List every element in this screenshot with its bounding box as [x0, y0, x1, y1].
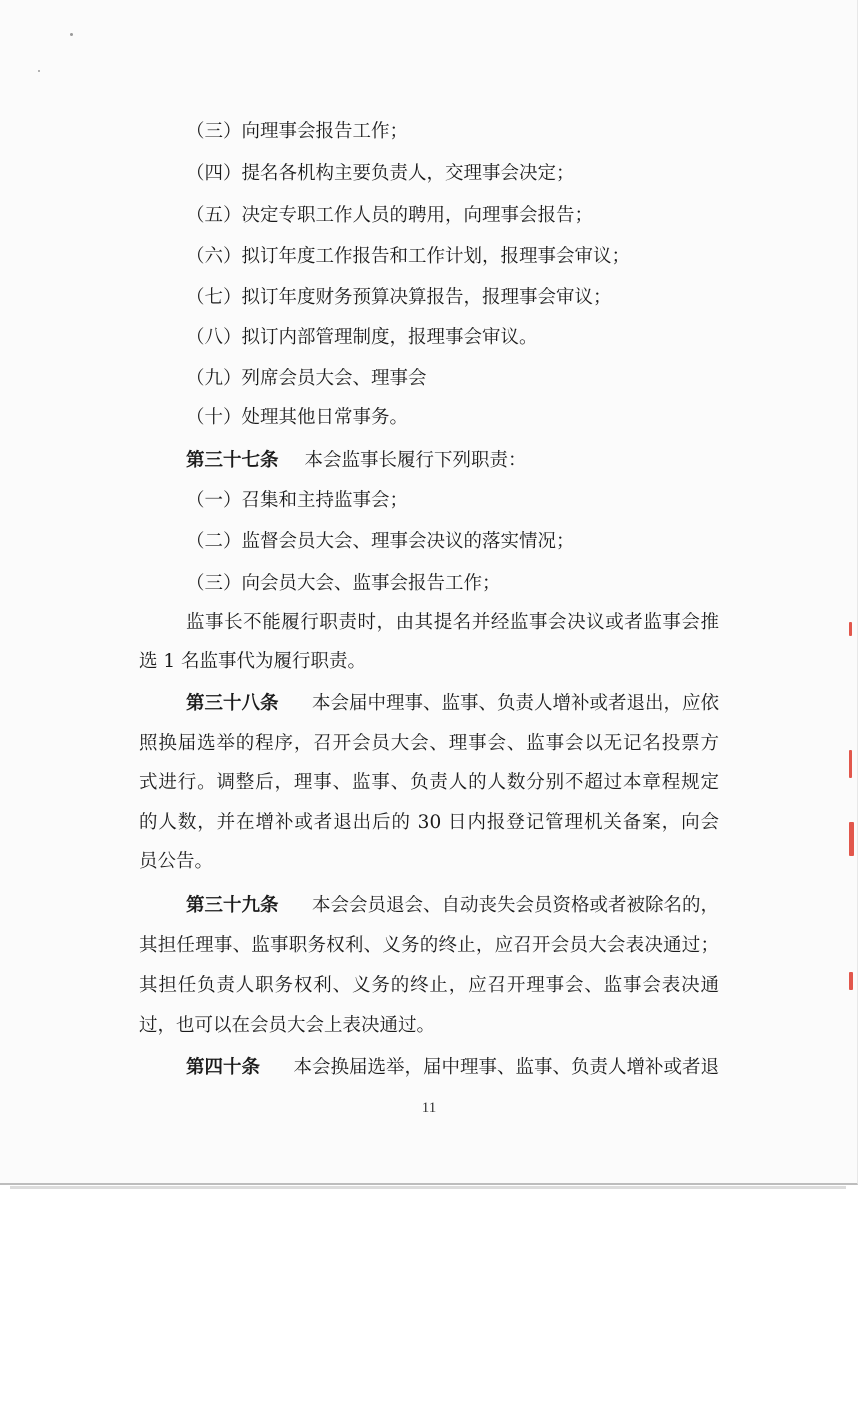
article-heading: 第三十七条: [186, 450, 279, 471]
page-number: 11: [421, 1100, 437, 1116]
list-item: （三）向理事会报告工作；: [186, 121, 409, 142]
seal-edge-mark: [849, 750, 852, 778]
list-item: （七）拟订年度财务预算决算报告，报理事会审议；: [186, 287, 612, 308]
article-text: 本会会员退会、自动丧失会员资格或者被除名的，: [311, 895, 719, 916]
list-item: （九）列席会员大会、理事会: [186, 368, 427, 389]
list-item: （十）处理其他日常事务。: [186, 407, 409, 428]
list-item: （一）召集和主持监事会；: [186, 490, 409, 511]
paragraph-line: 其担任负责人职务权利、义务的终止，应召开理事会、监事会表决通: [139, 975, 719, 996]
paragraph-line: 其担任理事、监事职务权利、义务的终止，应召开会员大会表决通过；: [139, 935, 719, 956]
article-37: [186, 449, 527, 473]
article-text: 本会换届选举，届中理事、监事、负责人增补或者退: [293, 1057, 719, 1078]
paragraph-line: 式进行。调整后，理事、监事、负责人的人数分别不超过本章程规定: [139, 772, 719, 793]
list-item: （四）提名各机构主要负责人，交理事会决定；: [186, 163, 575, 184]
scan-speck: [70, 33, 73, 36]
article-heading: 第四十条: [186, 1057, 261, 1078]
article-38: [186, 692, 719, 716]
list-item: （二）监督会员大会、理事会决议的落实情况；: [186, 531, 575, 552]
page-edge-shadow: [10, 1186, 846, 1189]
article-heading: 第三十八条: [186, 693, 279, 714]
article-text: 本会届中理事、监事、负责人增补或者退出，应依: [311, 693, 719, 714]
list-item: （六）拟订年度工作报告和工作计划，报理事会审议；: [186, 246, 631, 267]
list-item: （五）决定专职工作人员的聘用，向理事会报告；: [186, 205, 594, 226]
article-heading: 第三十九条: [186, 895, 279, 916]
paragraph-line: 照换届选举的程序，召开会员大会、理事会、监事会以无记名投票方: [139, 733, 719, 754]
seal-edge-mark: [849, 822, 854, 856]
article-text: 本会监事长履行下列职责：: [304, 450, 527, 471]
seal-edge-mark: [849, 622, 852, 636]
list-item: （八）拟订内部管理制度，报理事会审议。: [186, 327, 538, 348]
article-40: [186, 1056, 719, 1080]
paragraph-line: 员公告。: [139, 851, 214, 872]
paragraph-line: 过，也可以在会员大会上表决通过。: [139, 1015, 436, 1036]
scan-speck: [38, 70, 40, 72]
paragraph-line: 的人数，并在增补或者退出后的 30 日内报登记管理机关备案，向会: [139, 812, 719, 833]
paragraph-line: 选 1 名监事代为履行职责。: [139, 651, 367, 672]
list-item: （三）向会员大会、监事会报告工作；: [186, 573, 501, 594]
seal-edge-mark: [849, 972, 853, 990]
paragraph-line: 监事长不能履行职责时，由其提名并经监事会决议或者监事会推: [186, 612, 719, 633]
article-39: [186, 894, 719, 918]
